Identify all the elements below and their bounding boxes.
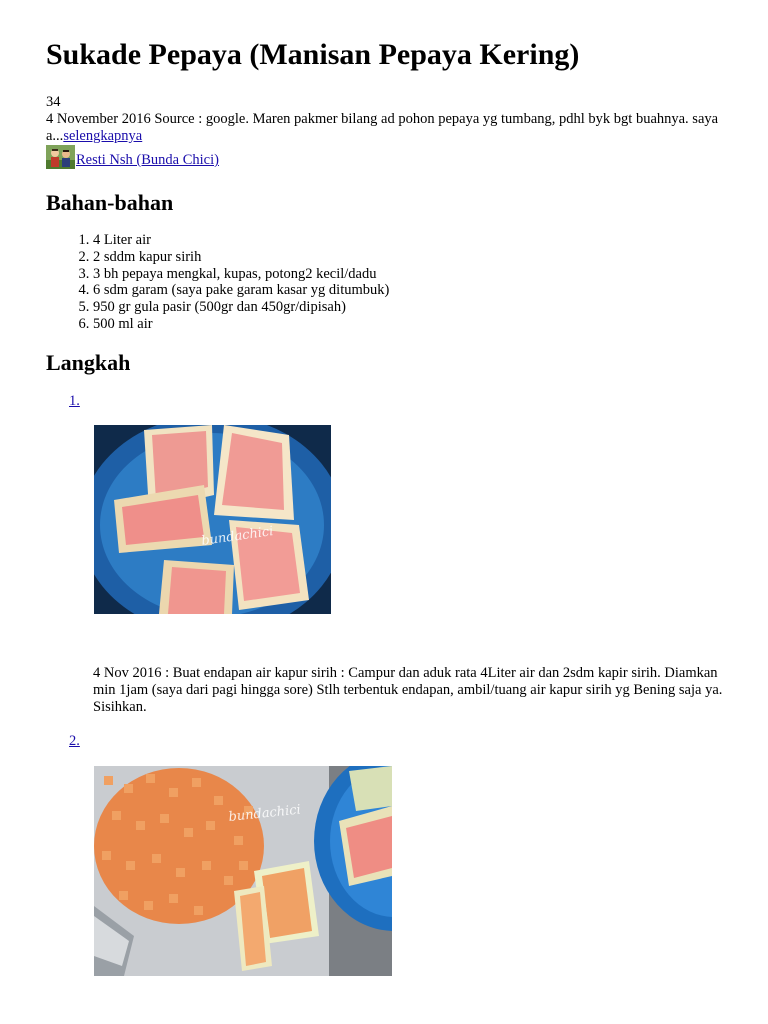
- step-2-photo: [94, 766, 392, 976]
- step-number[interactable]: 1.: [69, 393, 80, 409]
- step-text: 4 Nov 2016 : Buat endapan air kapur sirih : Campur dan aduk rata 4Liter air dan 2sdm kapir sirih. Diamkan min 1jam (saya dari pagi hingga sore) Stlh terbentuk endapan, ambil/tuang air kapur sirih yg Bening saja ya. Sisihkan.: [93, 665, 723, 715]
- recipe-meta: [46, 94, 726, 145]
- ingredients-list: [46, 232, 389, 333]
- ingredient-item: 2. 2 sddm kapur sirih: [93, 249, 389, 266]
- ingredient-item: 6. 500 ml air: [93, 316, 389, 333]
- ingredient-item: 4. 6 sdm garam (saya pake garam kasar yg ditumbuk): [93, 282, 389, 299]
- step-1-photo: [94, 425, 331, 614]
- author-link[interactable]: Resti Nsh (Bunda Chici): [76, 152, 219, 168]
- ingredient-item: 5. 950 gr gula pasir (500gr dan 450gr/dipisah): [93, 299, 389, 316]
- recipe-title: Sukade Pepaya (Manisan Pepaya Kering): [46, 38, 580, 71]
- ingredient-item: 3. 3 bh pepaya mengkal, kupas, potong2 kecil/dadu: [93, 266, 389, 283]
- author-row: [46, 145, 219, 169]
- photo-watermark: bundachici: [227, 802, 302, 825]
- steps-heading: Langkah: [46, 350, 131, 375]
- step-number[interactable]: 2.: [69, 733, 80, 749]
- ingredient-item: 1. 4 Liter air: [93, 232, 389, 249]
- photo-watermark: bundachici: [200, 524, 275, 549]
- recipe-count: 34: [46, 94, 61, 110]
- author-avatar[interactable]: [46, 145, 75, 169]
- recipe-description: 4 November 2016 Source : google. Maren pakmer bilang ad pohon pepaya yg tumbang, pdhl byk bgt buahnya. saya a...: [46, 111, 719, 144]
- ingredients-heading: Bahan-bahan: [46, 190, 174, 215]
- read-more-link[interactable]: selengkapnya: [63, 128, 143, 144]
